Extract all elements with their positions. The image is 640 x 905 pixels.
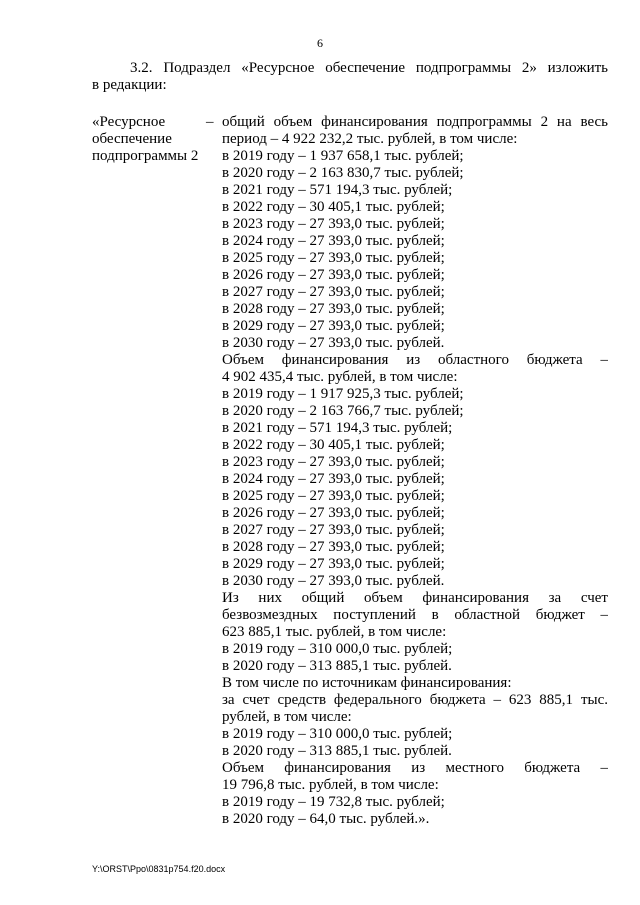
funding-line: в 2021 году – 571 194,3 тыс. рублей; (222, 182, 453, 198)
funding-line: Из них общий объем финансирования за счет (222, 590, 608, 606)
funding-line: в 2028 году – 27 393,0 тыс. рублей; (222, 301, 445, 317)
funding-line: в 2022 году – 30 405,1 тыс. рублей; (222, 199, 445, 215)
funding-details (222, 114, 608, 828)
funding-line: в 2020 году – 313 885,1 тыс. рублей. (222, 658, 452, 674)
funding-line: в 2019 году – 310 000,0 тыс. рублей; (222, 726, 453, 742)
label-line-3: подпрограммы 2 (92, 148, 199, 164)
intro-line-2: в редакции: (92, 77, 167, 93)
funding-line: в 2024 году – 27 393,0 тыс. рублей; (222, 233, 445, 249)
funding-line: в 2020 году – 313 885,1 тыс. рублей. (222, 743, 452, 759)
funding-line: в 2024 году – 27 393,0 тыс. рублей; (222, 471, 445, 487)
funding-line: в 2030 году – 27 393,0 тыс. рублей. (222, 335, 445, 351)
funding-line: в 2025 году – 27 393,0 тыс. рублей; (222, 250, 445, 266)
funding-line: в 2019 году – 19 732,8 тыс. рублей; (222, 794, 445, 810)
funding-line: безвозмездных поступлений в областной бюджет – (222, 607, 608, 623)
funding-line: в 2026 году – 27 393,0 тыс. рублей; (222, 505, 445, 521)
label-line-1: «Ресурсное (92, 114, 166, 130)
funding-line: в 2023 году – 27 393,0 тыс. рублей; (222, 454, 445, 470)
funding-line: в 2027 году – 27 393,0 тыс. рублей; (222, 522, 445, 538)
page-number: 6 (317, 36, 323, 50)
funding-line: в 2025 году – 27 393,0 тыс. рублей; (222, 488, 445, 504)
funding-line: в 2026 году – 27 393,0 тыс. рублей; (222, 267, 445, 283)
intro-paragraph (92, 60, 608, 94)
funding-line: в 2028 году – 27 393,0 тыс. рублей; (222, 539, 445, 555)
label-line-2: обеспечение (92, 131, 172, 147)
funding-line: в 2020 году – 2 163 830,7 тыс. рублей; (222, 165, 464, 181)
funding-line: в 2020 году – 2 163 766,7 тыс. рублей; (222, 403, 464, 419)
funding-line: 19 796,8 тыс. рублей, в том числе: (222, 777, 439, 793)
funding-line: в 2019 году – 1 917 925,3 тыс. рублей; (222, 386, 464, 402)
file-path-footer: Y:\ORST\Ppo\0831p754.f20.docx (92, 864, 226, 874)
funding-line: в 2019 году – 1 937 658,1 тыс. рублей; (222, 148, 464, 164)
funding-line: в 2029 году – 27 393,0 тыс. рублей; (222, 318, 445, 334)
funding-line: 4 902 435,4 тыс. рублей, в том числе: (222, 369, 458, 385)
funding-line: период – 4 922 232,2 тыс. рублей, в том числе: (222, 131, 518, 147)
funding-line: В том числе по источникам финансирования: (222, 675, 512, 691)
section-label (92, 114, 212, 165)
funding-line: в 2027 году – 27 393,0 тыс. рублей; (222, 284, 445, 300)
funding-line: в 2029 году – 27 393,0 тыс. рублей; (222, 556, 445, 572)
funding-line: Объем финансирования из областного бюджета – (222, 352, 608, 368)
funding-line: в 2019 году – 310 000,0 тыс. рублей; (222, 641, 453, 657)
funding-line: в 2020 году – 64,0 тыс. рублей.». (222, 811, 430, 827)
funding-line: в 2021 году – 571 194,3 тыс. рублей; (222, 420, 453, 436)
funding-line: общий объем финансирования подпрограммы 2 на весь (222, 114, 608, 130)
funding-line: в 2030 году – 27 393,0 тыс. рублей. (222, 573, 445, 589)
funding-line: за счет средств федерального бюджета – 623 885,1 тыс. (222, 692, 608, 708)
funding-line: в 2023 году – 27 393,0 тыс. рублей; (222, 216, 445, 232)
funding-line: Объем финансирования из местного бюджета – (222, 760, 608, 776)
separator-dash: – (206, 114, 214, 130)
funding-line: 623 885,1 тыс. рублей, в том числе: (222, 624, 447, 640)
funding-line: в 2022 году – 30 405,1 тыс. рублей; (222, 437, 445, 453)
funding-line: рублей, в том числе: (222, 709, 352, 725)
intro-line-1: 3.2. Подраздел «Ресурсное обеспечение подпрограммы 2» изложить (130, 60, 608, 76)
